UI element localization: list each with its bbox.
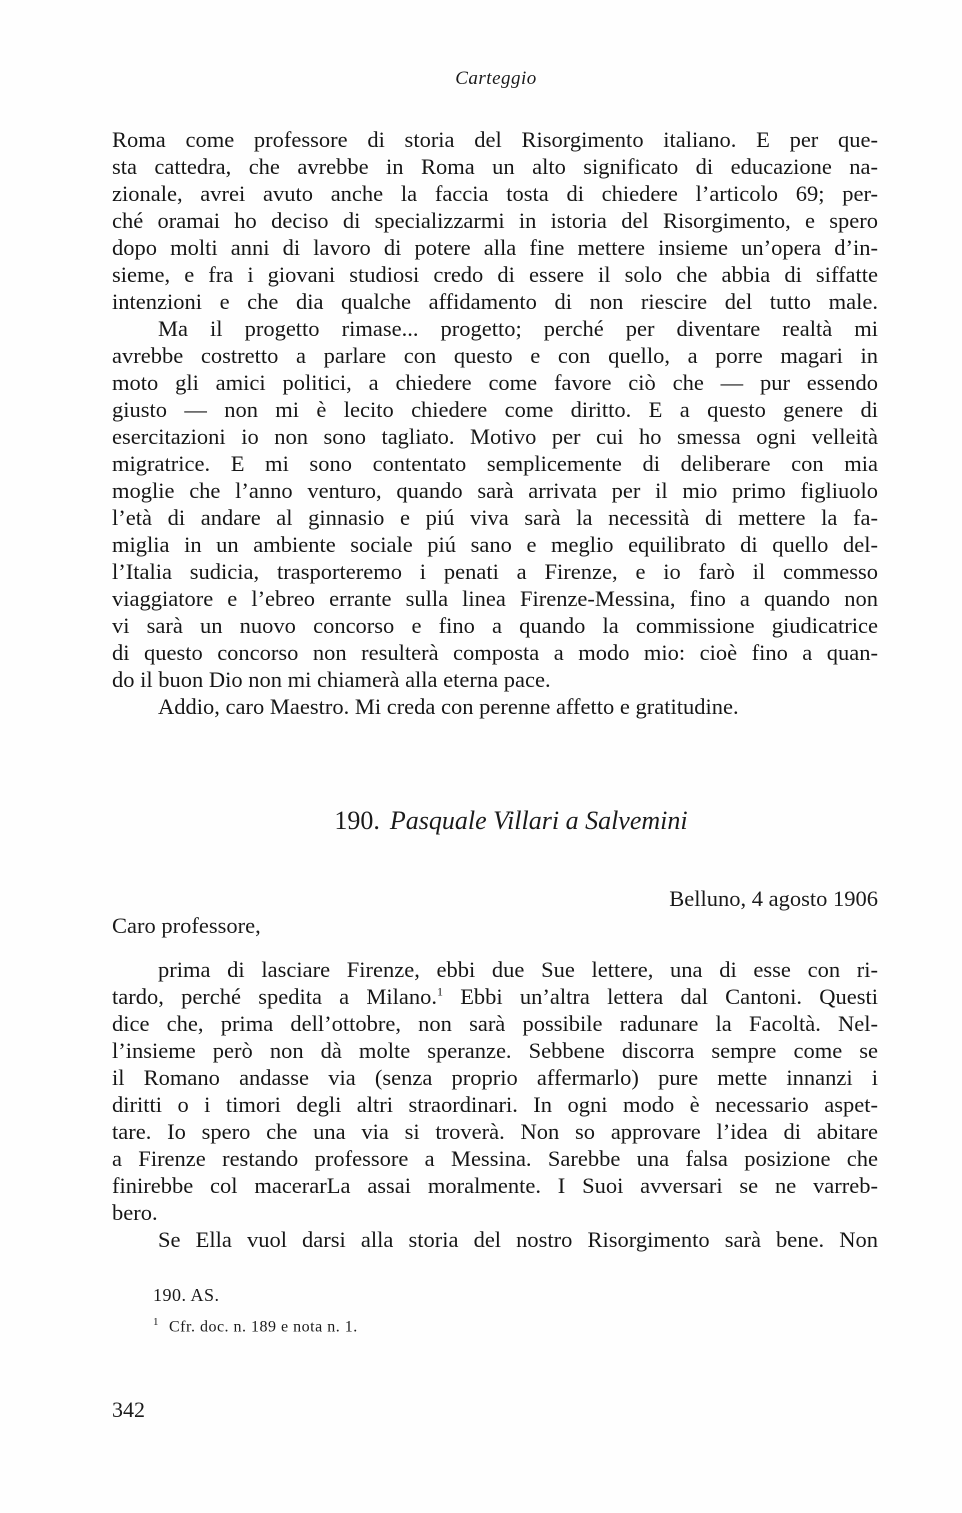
letter-salutation: Caro professore, bbox=[112, 913, 261, 938]
text-line: zionale, avrei avuto anche la faccia tosta di chiedere l’articolo 69; per- bbox=[112, 181, 878, 206]
footnote bbox=[153, 1316, 358, 1336]
text-line: finirebbe col macerarLa assai moralmente. I Suoi avversari se ne varreb- bbox=[112, 1173, 878, 1198]
text-line: l’Italia sudicia, trasporteremo i penati a Firenze, e io farò il commesso bbox=[112, 559, 878, 584]
text-line: l’insieme però non dà molte speranze. Sebbene discorra sempre come se bbox=[112, 1038, 878, 1063]
text-line: sieme, e fra i giovani studiosi credo di essere il solo che abbia di siffatte bbox=[112, 262, 878, 287]
text-line: miglia in un ambiente sociale piú sano e meglio equilibrato di quello del- bbox=[112, 532, 878, 557]
text-segment: tardo, perché spedita a Milano. bbox=[112, 984, 437, 1009]
letter-heading bbox=[0, 806, 962, 836]
note-source: 190. AS. bbox=[153, 1285, 220, 1305]
text-line: moglie che l’anno venturo, quando sarà arrivata per il mio primo figliuolo bbox=[112, 478, 878, 503]
letter-189-body bbox=[112, 126, 878, 720]
text-line: viaggiatore e l’ebreo errante sulla linea Firenze-Messina, fino a quando non bbox=[112, 586, 878, 611]
letter-number: 190. bbox=[334, 806, 380, 835]
text-line: Ma il progetto rimase... progetto; perché per diventare realtà mi bbox=[158, 316, 878, 341]
text-line: sta cattedra, che avrebbe in Roma un alto significato di educazione na- bbox=[112, 154, 878, 179]
text-line: Roma come professore di storia del Risorgimento italiano. E per que- bbox=[112, 127, 878, 152]
text-line: esercitazioni io non sono tagliato. Motivo per cui ho smessa ogni velleità bbox=[112, 424, 878, 449]
text-line: Se Ella vuol darsi alla storia del nostro Risorgimento sarà bene. Non bbox=[158, 1227, 878, 1252]
text-line: moto gli amici politici, a chiedere come favore ciò che — pur essendo bbox=[112, 370, 878, 395]
text-line: intenzioni e che dia qualche affidamento di non riescire del tutto male. bbox=[112, 289, 878, 314]
page-number: 342 bbox=[112, 1397, 145, 1422]
text-line: bero. bbox=[112, 1200, 158, 1225]
text-line: dice che, prima dell’ottobre, non sarà possibile radunare la Facoltà. Nel- bbox=[112, 1011, 878, 1036]
text-line: do il buon Dio non mi chiamerà alla eterna pace. bbox=[112, 667, 551, 692]
text-line: di questo concorso non resulterà composta a modo mio: cioè fino a quan- bbox=[112, 640, 878, 665]
letter-190-body bbox=[112, 956, 878, 1253]
text-line: tare. Io spero che una via si troverà. Non so approvare l’idea di abitare bbox=[112, 1119, 878, 1144]
text-line: prima di lasciare Firenze, ebbi due Sue lettere, una di esse con ri- bbox=[158, 957, 878, 982]
text-line: migratrice. E mi sono contentato semplicemente di deliberare con mia bbox=[112, 451, 878, 476]
text-line: Addio, caro Maestro. Mi creda con perenne affetto e gratitudine. bbox=[158, 694, 739, 719]
notes-section bbox=[153, 1285, 358, 1336]
footnote-marker: 1 bbox=[436, 984, 443, 999]
text-line bbox=[112, 983, 878, 1010]
text-segment: Ebbi un’altra lettera dal Cantoni. Questi bbox=[442, 984, 878, 1009]
text-line: giusto — non mi è lecito chiedere come diritto. E a questo genere di bbox=[112, 397, 878, 422]
text-line: il Romano andasse via (senza proprio affermarlo) pure mette innanzi i bbox=[112, 1065, 878, 1090]
footnote-text: Cfr. doc. n. 189 e nota n. 1. bbox=[169, 1318, 358, 1336]
letter-title: Pasquale Villari a Salvemini bbox=[389, 806, 688, 835]
text-line: a Firenze restando professore a Messina. Sarebbe una falsa posizione che bbox=[112, 1146, 878, 1171]
text-line: ché oramai ho deciso di specializzarmi in istoria del Risorgimento, e spero bbox=[112, 208, 878, 233]
text-line: diritti o i timori degli altri straordinari. In ogni modo è necessario aspet- bbox=[112, 1092, 878, 1117]
text-line: vi sarà un nuovo concorso e fino a quando la commissione giudicatrice bbox=[112, 613, 878, 638]
letter-date: Belluno, 4 agosto 1906 bbox=[669, 886, 878, 911]
text-line: dopo molti anni di lavoro di potere alla fine mettere insieme un’opera d’in- bbox=[112, 235, 878, 260]
running-head: Carteggio bbox=[455, 68, 537, 89]
footnote-number: 1 bbox=[153, 1316, 159, 1328]
text-line: avrebbe costretto a parlare con questo e con quello, a porre magari in bbox=[112, 343, 878, 368]
text-line: l’età di andare al ginnasio e piú viva sarà la necessità di mettere la fa- bbox=[112, 505, 878, 530]
